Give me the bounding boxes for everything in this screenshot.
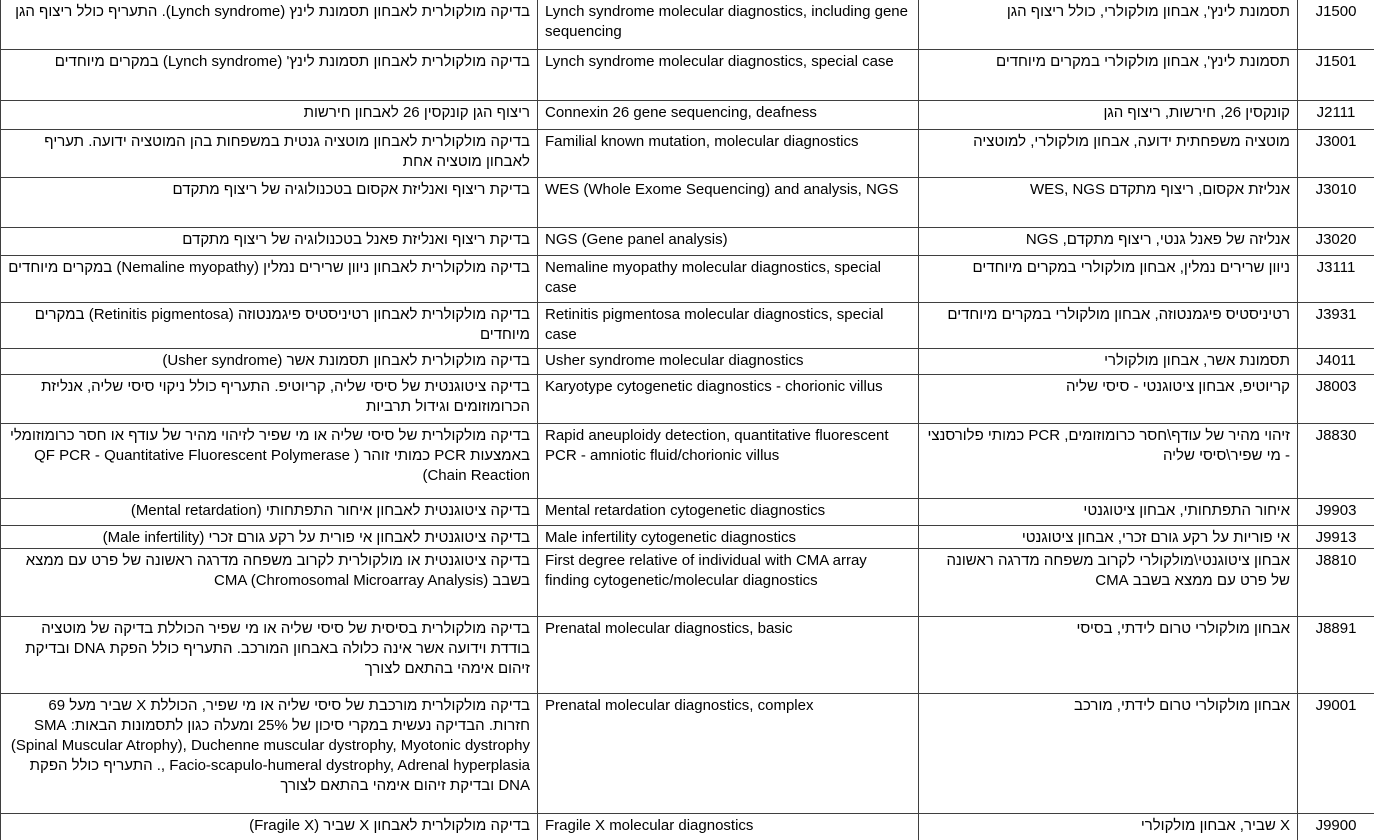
english-name-cell: Male infertility cytogenetic diagnostics: [538, 525, 919, 548]
hebrew-name-cell: קונקסין 26, חירשות, ריצוף הגן: [919, 100, 1298, 129]
table-row: [1, 177, 1374, 227]
table-row: [1, 374, 1374, 423]
table-body: [1, 0, 1374, 840]
procedure-code-cell: J8891: [1298, 616, 1374, 693]
hebrew-name-cell: אי פוריות על רקע גורם זכרי, אבחון ציטוגנטי: [919, 525, 1298, 548]
hebrew-name-cell: אבחון מולקולרי טרום לידתי, בסיסי: [919, 616, 1298, 693]
table-row: [1, 302, 1374, 348]
table-row: [1, 498, 1374, 525]
hebrew-name-cell: רטיניסטיס פיגמנטוזה, אבחון מולקולרי במקרים מיוחדים: [919, 302, 1298, 348]
hebrew-name-cell: תסמונת לינץ', אבחון מולקולרי, כולל ריצוף הגן: [919, 0, 1298, 49]
table-row: [1, 548, 1374, 616]
hebrew-description-cell: בדיקה ציטוגנטית של סיסי שליה, קריוטיפ. התעריף כולל ניקוי סיסי שליה, אנליזת הכרומוזומים וגידול תרביות: [1, 374, 538, 423]
table-row: [1, 49, 1374, 100]
table-row: [1, 616, 1374, 693]
english-name-cell: Mental retardation cytogenetic diagnostics: [538, 498, 919, 525]
english-name-cell: Prenatal molecular diagnostics, basic: [538, 616, 919, 693]
hebrew-name-cell: X שביר, אבחון מולקולרי: [919, 813, 1298, 840]
hebrew-name-cell: אבחון מולקולרי טרום לידתי, מורכב: [919, 693, 1298, 813]
english-name-cell: Nemaline myopathy molecular diagnostics, special case: [538, 255, 919, 302]
english-name-cell: Retinitis pigmentosa molecular diagnostics, special case: [538, 302, 919, 348]
hebrew-name-cell: תסמונת לינץ', אבחון מולקולרי במקרים מיוחדים: [919, 49, 1298, 100]
hebrew-description-cell: בדיקה מולקולרית לאבחון X שביר (Fragile X): [1, 813, 538, 840]
hebrew-name-cell: זיהוי מהיר של עודף\חסר כרומוזומים, PCR כמותי פלורסנצי - מי שפיר\סיסי שליה: [919, 423, 1298, 498]
hebrew-description-cell: בדיקה ציטוגנטית או מולקולרית לקרוב משפחה מדרגה ראשונה של פרט עם ממצא בשבב CMA (Chromosomal Microarray Analysis): [1, 548, 538, 616]
procedure-code-cell: J3111: [1298, 255, 1374, 302]
english-name-cell: Fragile X molecular diagnostics: [538, 813, 919, 840]
english-name-cell: First degree relative of individual with CMA array finding cytogenetic/molecular diagnostics: [538, 548, 919, 616]
hebrew-description-cell: בדיקה מולקולרית לאבחון מוטציה גנטית במשפחות בהן המוטציה ידועה. תעריף לאבחון מוטציה אחת: [1, 129, 538, 177]
hebrew-name-cell: אנליזת אקסום, ריצוף מתקדם WES, NGS: [919, 177, 1298, 227]
procedure-code-cell: J3010: [1298, 177, 1374, 227]
hebrew-name-cell: קריוטיפ, אבחון ציטוגנטי - סיסי שליה: [919, 374, 1298, 423]
hebrew-description-cell: בדיקה ציטוגנטית לאבחון איחור התפתחותי (Mental retardation): [1, 498, 538, 525]
english-name-cell: WES (Whole Exome Sequencing) and analysis, NGS: [538, 177, 919, 227]
procedure-code-cell: J9900: [1298, 813, 1374, 840]
english-name-cell: Usher syndrome molecular diagnostics: [538, 348, 919, 374]
hebrew-description-cell: בדיקת ריצוף ואנליזת אקסום בטכנולוגיה של ריצוף מתקדם: [1, 177, 538, 227]
table-row: [1, 129, 1374, 177]
english-name-cell: Prenatal molecular diagnostics, complex: [538, 693, 919, 813]
table-row: [1, 423, 1374, 498]
english-name-cell: NGS (Gene panel analysis): [538, 227, 919, 255]
procedure-code-cell: J4011: [1298, 348, 1374, 374]
procedure-code-cell: J8830: [1298, 423, 1374, 498]
hebrew-name-cell: אבחון ציטוגנטי\מולקולרי לקרוב משפחה מדרגה ראשונה של פרט עם ממצא בשבב CMA: [919, 548, 1298, 616]
table-row: [1, 348, 1374, 374]
hebrew-description-cell: בדיקה מולקולרית לאבחון ניוון שרירים נמלין (Nemaline myopathy) במקרים מיוחדים: [1, 255, 538, 302]
table-row: [1, 693, 1374, 813]
table-row: [1, 813, 1374, 840]
procedure-code-cell: J9913: [1298, 525, 1374, 548]
hebrew-description-cell: בדיקה מולקולרית לאבחון רטיניסטיס פיגמנטוזה (Retinitis pigmentosa) במקרים מיוחדים: [1, 302, 538, 348]
table-row: [1, 525, 1374, 548]
procedure-code-cell: J3001: [1298, 129, 1374, 177]
hebrew-description-cell: בדיקה ציטוגנטית לאבחון אי פורית על רקע גורם זכרי (Male infertility): [1, 525, 538, 548]
hebrew-name-cell: איחור התפתחותי, אבחון ציטוגנטי: [919, 498, 1298, 525]
hebrew-name-cell: תסמונת אשר, אבחון מולקולרי: [919, 348, 1298, 374]
table-row: [1, 255, 1374, 302]
hebrew-description-cell: ריצוף הגן קונקסין 26 לאבחון חירשות: [1, 100, 538, 129]
hebrew-description-cell: בדיקה מולקולרית לאבחון תסמונת לינץ (Lynch syndrome). התעריף כולל ריצוף הגן: [1, 0, 538, 49]
procedure-code-cell: J8003: [1298, 374, 1374, 423]
procedure-code-cell: J8810: [1298, 548, 1374, 616]
hebrew-name-cell: מוטציה משפחתית ידועה, אבחון מולקולרי, למוטציה: [919, 129, 1298, 177]
procedure-code-cell: J1501: [1298, 49, 1374, 100]
procedure-code-cell: J1500: [1298, 0, 1374, 49]
hebrew-description-cell: בדיקה מולקולרית בסיסית של סיסי שליה או מי שפיר הכוללת בדיקה של מוטציה בודדת וידועה אשר אינה כלולה באבחון המורכב. התעריף כולל הפקת DNA ובדיקת זיהום אימהי בהתאם לצורך: [1, 616, 538, 693]
table-row: [1, 100, 1374, 129]
procedure-code-cell: J3931: [1298, 302, 1374, 348]
hebrew-description-cell: בדיקה מולקולרית מורכבת של סיסי שליה או מי שפיר, הכוללת X שביר מעל 69 חזרות. הבדיקה נעשית במקרי סיכון של 25% ומעלה כגון לתסמונות הבאות: SMA (Spinal Muscular Atrophy), Duchenne muscular dystrophy, Myotonic dystrophy , Facio-scapulo-humeral dystrophy, Adrenal hyperplasia. התעריף כולל הפקת DNA ובדיקת זיהום אימהי בהתאם לצורך: [1, 693, 538, 813]
procedure-code-cell: J3020: [1298, 227, 1374, 255]
english-name-cell: Lynch syndrome molecular diagnostics, including gene sequencing: [538, 0, 919, 49]
hebrew-description-cell: בדיקה מולקולרית לאבחון תסמונת אשר (Usher syndrome): [1, 348, 538, 374]
procedure-code-cell: J2111: [1298, 100, 1374, 129]
procedure-code-cell: J9001: [1298, 693, 1374, 813]
hebrew-description-cell: בדיקה מולקולרית לאבחון תסמונת לינץ' (Lynch syndrome) במקרים מיוחדים: [1, 49, 538, 100]
table-row: [1, 227, 1374, 255]
hebrew-description-cell: בדיקה מולקולרית של סיסי שליה או מי שפיר לזיהוי מהיר של עודף או חסר כרומוזומלי באמצעות PCR כמותי זוהר ( QF PCR - Quantitative Fluorescent Polymerase Chain Reaction): [1, 423, 538, 498]
hebrew-name-cell: אנליזה של פאנל גנטי, ריצוף מתקדם, NGS: [919, 227, 1298, 255]
english-name-cell: Familial known mutation, molecular diagnostics: [538, 129, 919, 177]
english-name-cell: Karyotype cytogenetic diagnostics - chorionic villus: [538, 374, 919, 423]
english-name-cell: Rapid aneuploidy detection, quantitative fluorescent PCR - amniotic fluid/chorionic villus: [538, 423, 919, 498]
english-name-cell: Connexin 26 gene sequencing, deafness: [538, 100, 919, 129]
english-name-cell: Lynch syndrome molecular diagnostics, special case: [538, 49, 919, 100]
procedure-code-cell: J9903: [1298, 498, 1374, 525]
table-row: [1, 0, 1374, 49]
hebrew-name-cell: ניוון שרירים נמלין, אבחון מולקולרי במקרים מיוחדים: [919, 255, 1298, 302]
hebrew-description-cell: בדיקת ריצוף ואנליזת פאנל בטכנולוגיה של ריצוף מתקדם: [1, 227, 538, 255]
